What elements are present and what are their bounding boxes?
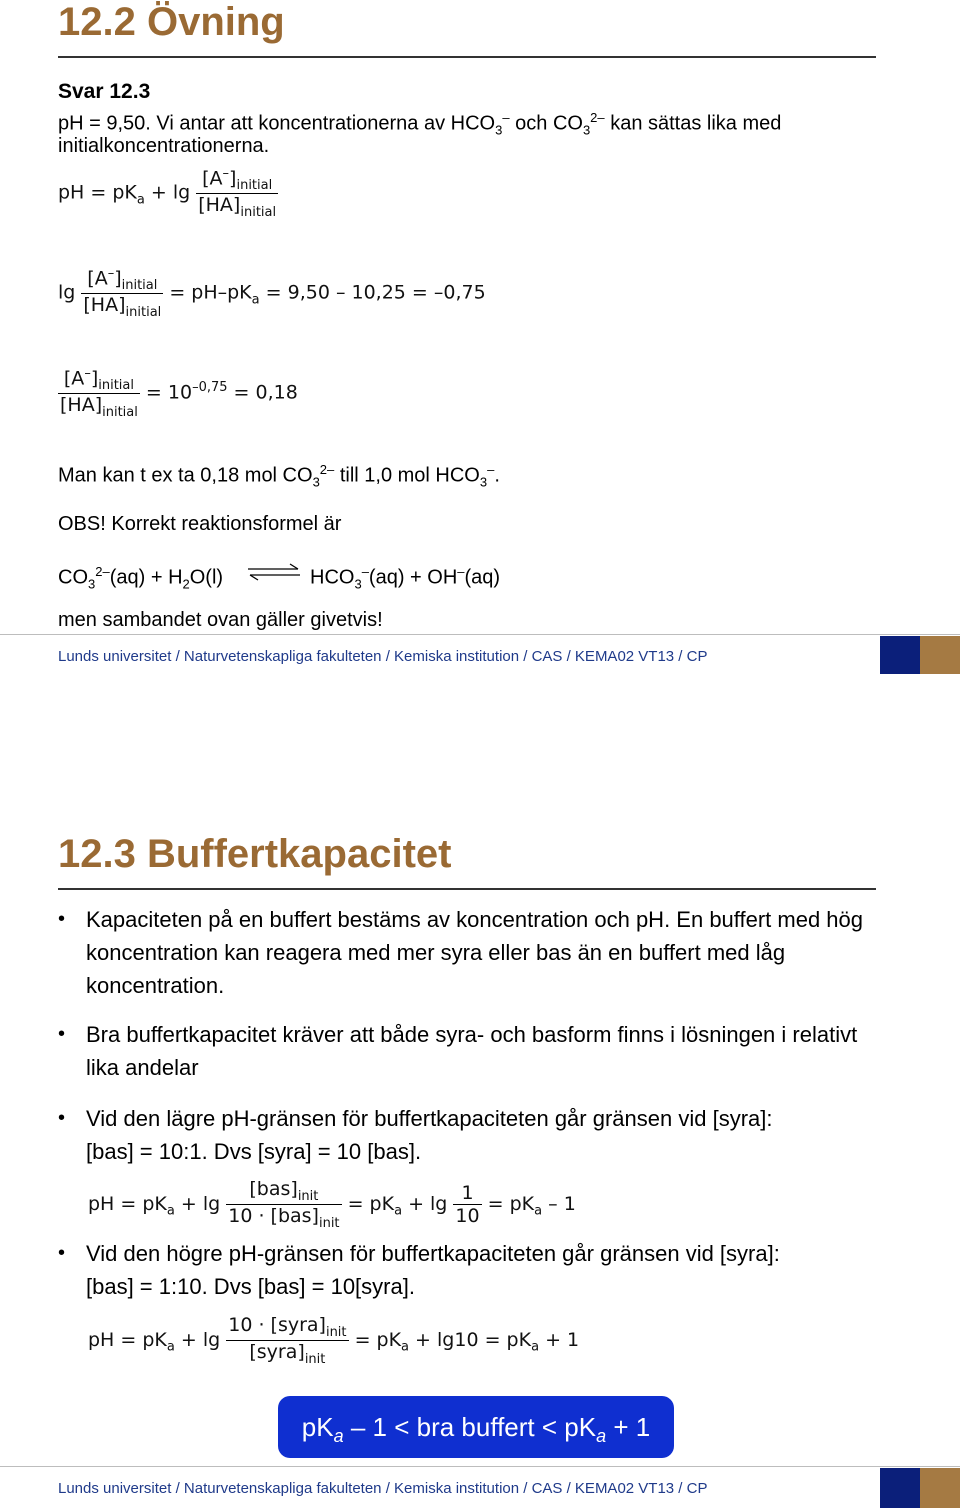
footer-gold-block-2 — [920, 1468, 960, 1508]
closing-line: men sambandet ovan gäller givetvis! — [58, 609, 383, 631]
bullet-capacity: • Kapaciteten på en buffert bestäms av koncentration och pH. En buffert med hög koncentration kan reagera med mer syra eller bas än en buffert med låg koncentration. — [58, 907, 864, 998]
footer-gold-block — [920, 636, 960, 674]
amount-line: Man kan t ex ta 0,18 mol $CO_3^{2-}$ till 1,0 mol $HCO_3^-$. — [58, 462, 500, 490]
obs-line: OBS! Korrekt reaktionsformel är — [58, 513, 342, 535]
slide1-title: 12.2 Övning — [58, 0, 285, 44]
footer-text: Lunds universitet / Naturvetenskapliga fakulteten / Kemiska institution / CAS / KEMA02 VT13 / CP — [58, 648, 708, 665]
reaction-right: $HCO_3^-(aq) + OH^-(aq)$ — [310, 564, 501, 592]
equation-ratio-value: $\frac{[A^-]_{initial}}{[HA]_{initial}}$ = $10^{-0,75} = 0,18$ — [60, 366, 298, 420]
equation-log-ratio: lg $\frac{[A^-]_{initial}}{[HA]_{initial}}$ = $pH-pK_a = 9,50 - 10,25 = -0,75$ — [58, 266, 486, 320]
bullet-upper-limit: • Vid den högre pH-gränsen för buffertkapaciteten går gränsen vid [syra]:[bas] = 1:10. Dvs [bas] = 10[syra]. — [58, 1241, 780, 1299]
footer-rule-2 — [0, 1466, 960, 1467]
footer-navy-block — [880, 636, 920, 674]
footer-text-2: Lunds universitet / Naturvetenskapliga fakulteten / Kemiska institution / CAS / KEMA02 VT13 / CP — [58, 1480, 708, 1497]
slide2-title: 12.3 Buffertkapacitet — [58, 832, 452, 876]
intro-line-2: initialkoncentrationerna. — [58, 135, 270, 157]
footer-navy-block-2 — [880, 1468, 920, 1508]
equation-lower-limit: pH = $pK_a + \lg$ $\frac{[bas]_{init}}{10 \cdot [bas]_{init}}$ = $pK_a + \lg$ $\frac{1}{10}$ = $pK_a - 1$ — [88, 1178, 576, 1231]
footer-rule — [0, 634, 960, 635]
intro-line-1: pH = 9,50. Vi antar att koncentrationerna av $HCO_3^-$ och $CO_3^{2-}$ kan sättas lika med — [58, 110, 782, 138]
equation-upper-limit: pH = $pK_a + \lg$ $\frac{10 \cdot [syra]_{init}}{[syra]_{init}}$ = $pK_a + \lg 10 = pK_a + 1$ — [88, 1314, 580, 1367]
answer-heading: Svar 12.3 — [58, 80, 151, 103]
bullet-lower-limit: • Vid den lägre pH-gränsen för buffertkapaciteten går gränsen vid [syra]:[bas] = 10:1. Dvs [syra] = 10 [bas]. — [58, 1106, 773, 1164]
equation-henderson: pH = $pK_a + \lg$ $\frac{[A^-]_{initial}}{[HA]_{initial}}$ — [58, 166, 277, 220]
reaction-left: $CO_3^{2-}(aq) + H_2O(l)$ — [58, 564, 224, 592]
title-rule — [58, 56, 876, 58]
buffer-range-box: $pK_a - 1$ < bra buffert < $pK_a + 1$ — [278, 1396, 674, 1458]
title-rule-2 — [58, 888, 876, 890]
bullet-requirement: • Bra buffertkapacitet kräver att både syra- och basform finns i lösningen i relativt lika andelar — [58, 1022, 858, 1080]
equilibrium-arrow-icon — [246, 562, 302, 582]
